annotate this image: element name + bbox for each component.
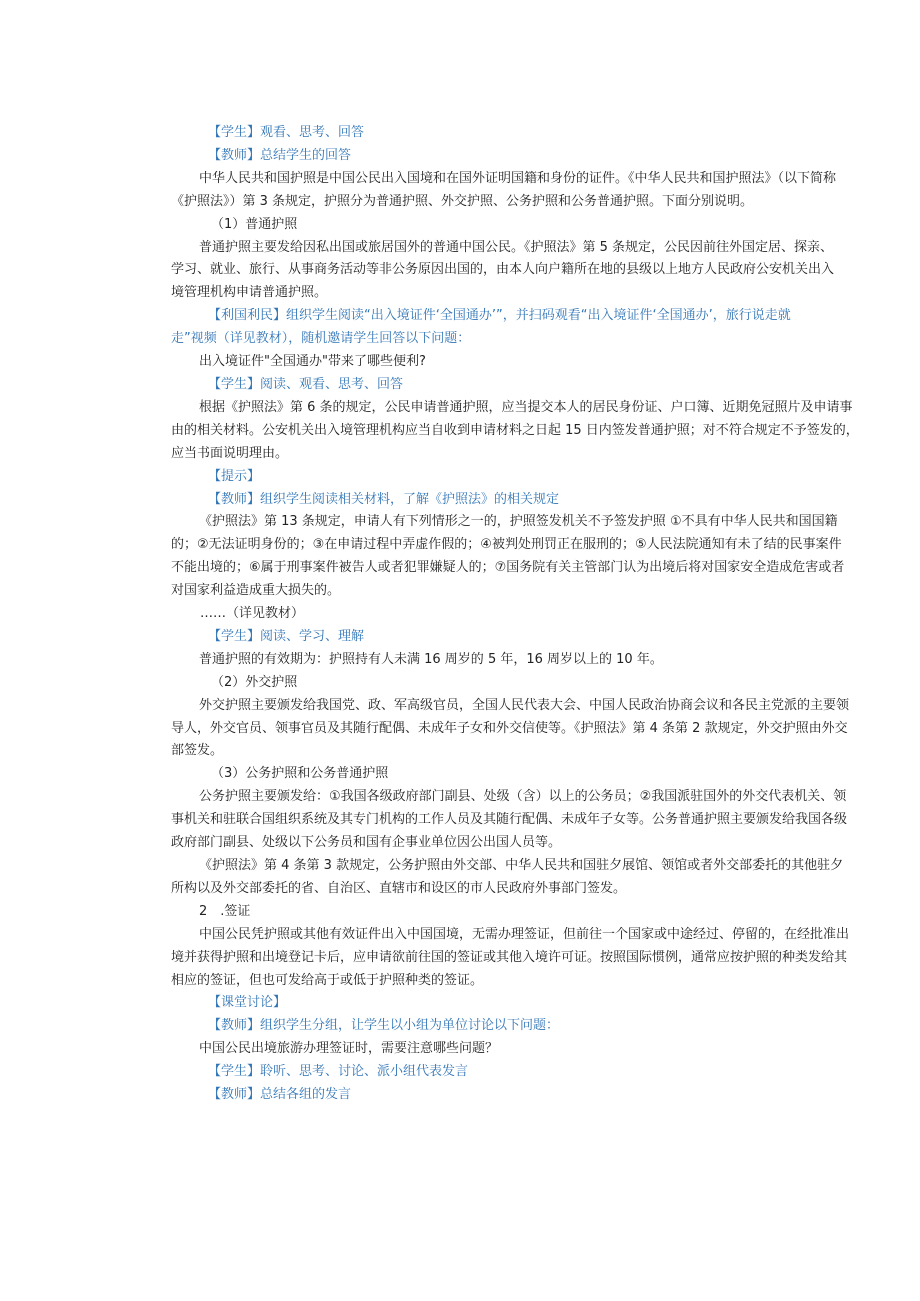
- hint-label: 【提示】: [208, 468, 261, 484]
- paragraph-line: 不能出境的；⑥属于刑事案件被告人或者犯罪嫌疑人的；⑦国务院有关主管部门认为出境后将对国家安全造成危害或者: [171, 560, 845, 576]
- paragraph-line: 由的相关材料。公安机关出入境管理机构应当自收到申请材料之日起 15 日内签发普通护照；对不符合规定不予签发的，: [171, 422, 859, 438]
- document-body: [171, 122, 859, 1107]
- question-line: 出入境证件"全国通办"带来了哪些便利?: [199, 354, 426, 370]
- paragraph-line: 学习、就业、旅行、从事商务活动等非公务原因出国的，由本人向户籍所在地的县级以上地方人民政府公安机关出入: [171, 262, 835, 278]
- paragraph-line: 中华人民共和国护照是中国公民出入国境和在国外证明国籍和身份的证件。《中华人民共和国护照法》（以下简称: [199, 170, 837, 186]
- paragraph-line: 相应的签证，但也可发给高于或低于护照种类的签证。: [171, 972, 484, 988]
- paragraph-line: 普通护照的有效期为：护照持有人未满 16 周岁的 5 年，16 周岁以上的 10 年。: [199, 651, 663, 667]
- teacher-activity: 【教师】组织学生分组，让学生以小组为单位讨论以下问题：: [208, 1018, 560, 1034]
- teacher-activity: 【教师】组织学生阅读相关材料，了解《护照法》的相关规定: [208, 491, 560, 507]
- student-activity: 【学生】观看、思考、回答: [208, 125, 365, 140]
- highlight-activity: 【利国利民】组织学生阅读“出入境证件‘全国通办’”，并扫码观看“出入境证件‘全国通办’，旅行说走就: [208, 308, 791, 324]
- paragraph-line: 外交护照主要颁发给我国党、政、军高级官员，全国人民代表大会、中国人民政治协商会议和各民主党派的主要领: [199, 697, 850, 713]
- paragraph-line: 导人，外交官员、领事官员及其随行配偶、未成年子女和外交信使等。《护照法》第 4 条第 2 款规定，外交护照由外交: [171, 720, 848, 736]
- paragraph-line: 境管理机构申请普通护照。: [171, 285, 328, 301]
- paragraph-line: 境并获得护照和出境登记卡后，应申请欲前往国的签证或其他入境许可证。按照国际惯例，通常应按护照的种类发给其: [171, 949, 848, 965]
- paragraph-line: 《护照法》第 4 条第 3 款规定，公务护照由外交部、中华人民共和国驻夕展馆、领馆或者外交部委托的其他驻夕: [199, 858, 844, 873]
- paragraph-line: 政府部门副县、处级以下公务员和国有企事业单位因公出国人员等。: [171, 835, 562, 851]
- paragraph-line: 的；②无法证明身份的；③在申请过程中弄虚作假的；④被判处刑罚正在服刑的；⑤人民法院通知有未了结的民事案件: [171, 537, 842, 553]
- discussion-label: 【课堂讨论】: [208, 995, 287, 1011]
- paragraph-line: 公务护照主要颁发给：①我国各级政府部门副县、处级（含）以上的公务员；②我国派驻国外的外交代表机关、领: [199, 789, 847, 805]
- section-heading: （3）公务护照和公务普通护照: [211, 766, 389, 782]
- paragraph-line: 所构以及外交部委托的省、自治区、直辖市和设区的市人民政府外事部门签发。: [171, 880, 627, 896]
- student-activity: 【学生】阅读、学习、理解: [208, 628, 365, 644]
- teacher-activity: 【教师】总结学生的回答: [208, 147, 352, 163]
- student-activity: 【学生】阅读、观看、思考、回答: [208, 376, 404, 392]
- paragraph-line: 应当书面说明理由。: [171, 445, 289, 461]
- paragraph-line: 《护照法》）第 3 条规定，护照分为普通护照、外交护照、公务护照和公务普通护照。下面分别说明。: [171, 193, 754, 209]
- teacher-activity: 【教师】总结各组的发言: [208, 1087, 352, 1103]
- paragraph-line: 中国公民凭护照或其他有效证件出入中国国境，无需办理签证，但前往一个国家或中途经过、停留的，在经批准出: [199, 926, 850, 942]
- section-heading: 2 .签证: [199, 903, 251, 919]
- paragraph-line: 《护照法》第 13 条规定，申请人有下列情形之一的，护照签发机关不予签发护照 ①不具有中华人民共和国国籍: [199, 514, 838, 530]
- section-heading: （1）普通护照: [211, 216, 298, 232]
- paragraph-line: 对国家利益造成重大损失的。: [171, 583, 341, 599]
- paragraph-line: ……（详见教材）: [200, 606, 305, 622]
- paragraph-line: 普通护照主要发给因私出国或旅居国外的普通中国公民。《护照法》第 5 条规定，公民因前往外国定居、探亲、: [199, 239, 834, 255]
- question-line: 中国公民出境旅游办理签证时，需要注意哪些问题？: [199, 1041, 499, 1057]
- paragraph-line: 根据《护照法》第 6 条的规定，公民申请普通护照，应当提交本人的居民身份证、户口簿、近期免冠照片及申请事: [199, 399, 853, 415]
- student-activity: 【学生】聆听、思考、讨论、派小组代表发言: [208, 1064, 469, 1080]
- highlight-activity: 走”视频（详见教材），随机邀请学生回答以下问题：: [171, 331, 471, 347]
- paragraph-line: 部签发。: [171, 743, 224, 759]
- section-heading: （2）外交护照: [211, 674, 298, 690]
- paragraph-line: 事机关和驻联合国组织系统及其专门机构的工作人员及其随行配偶、未成年子女等。公务普通护照主要颁发给我国各级: [171, 812, 848, 828]
